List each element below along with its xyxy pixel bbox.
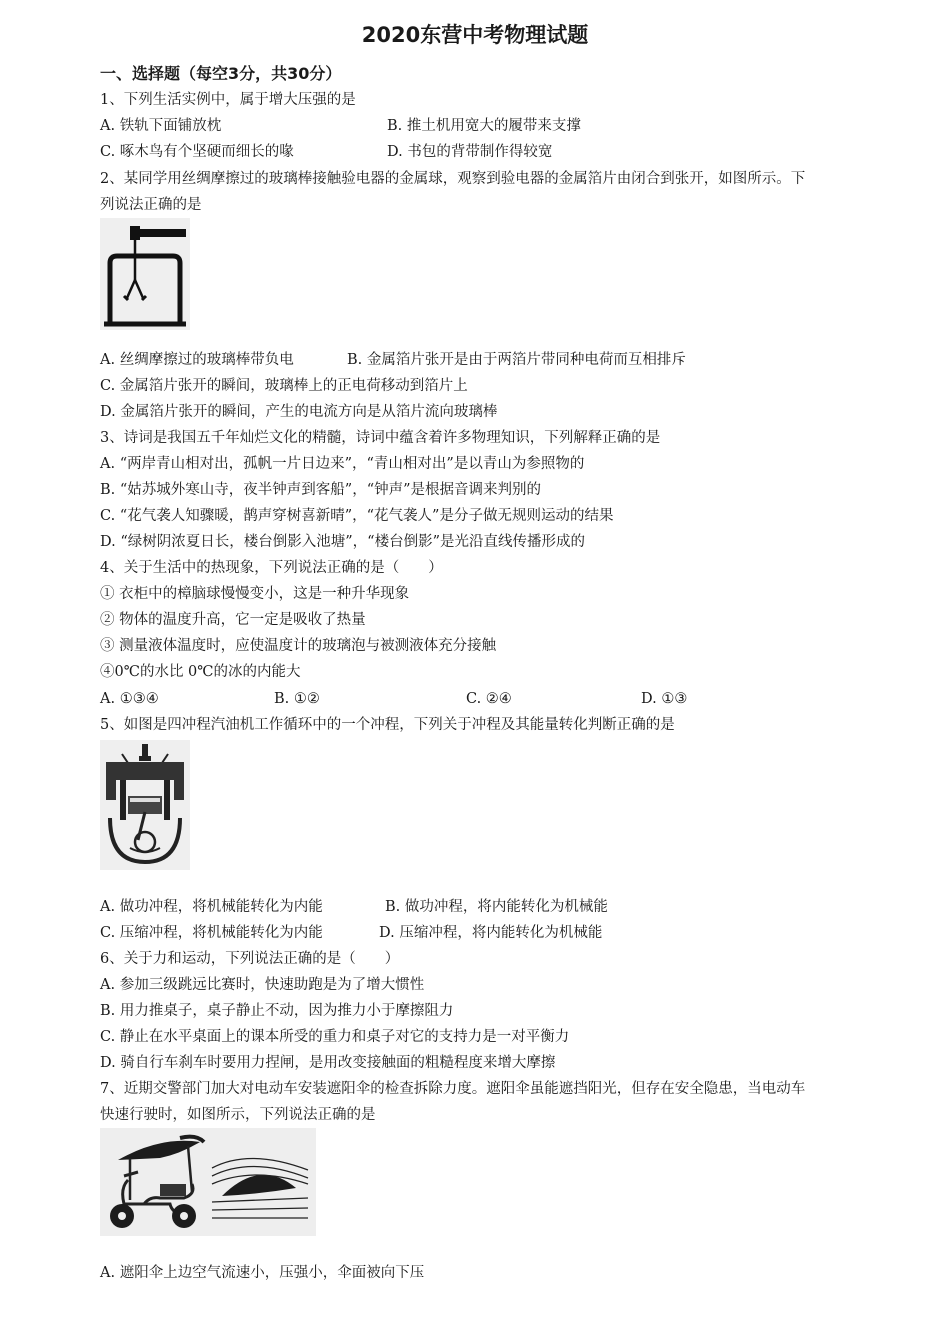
q6-option-c: C. 静止在水平桌面上的课本所受的重力和桌子对它的支持力是一对平衡力 — [100, 1029, 570, 1045]
q4-statement-1: ① 衣柜中的樟脑球慢慢变小，这是一种升华现象 — [100, 586, 410, 602]
q7-stem-line2: 快速行驶时，如图所示，下列说法正确的是 — [100, 1107, 376, 1123]
electroscope-figure — [100, 218, 190, 330]
page-title: 2020东营中考物理试题 — [361, 23, 589, 47]
q6-option-a: A. 参加三级跳远比赛时，快速助跑是为了增大惯性 — [100, 977, 425, 993]
q2-stem-line1: 2、某同学用丝绸摩擦过的玻璃棒接触验电器的金属球，观察到验电器的金属箔片由闭合到张开，如图所示。下 — [100, 171, 806, 187]
q2-option-c: C. 金属箔片张开的瞬间，玻璃棒上的正电荷移动到箔片上 — [100, 378, 468, 394]
q1-option-a: A. 铁轨下面铺放枕 — [100, 118, 222, 134]
q4-option-a: A. ①③④ — [100, 691, 159, 707]
q1-stem: 1、下列生活实例中，属于增大压强的是 — [100, 92, 356, 108]
q3-option-d: D. “绿树阴浓夏日长，楼台倒影入池塘”，“楼台倒影”是光沿直线传播形成的 — [100, 534, 585, 550]
q3-stem: 3、诗词是我国五千年灿烂文化的精髓，诗词中蕴含着许多物理知识，下列解释正确的是 — [100, 430, 661, 446]
q6-stem: 6、关于力和运动，下列说法正确的是（ ） — [100, 951, 400, 967]
q4-option-c: C. ②④ — [466, 691, 512, 707]
q5-stem: 5、如图是四冲程汽油机工作循环中的一个冲程，下列关于冲程及其能量转化判断正确的是 — [100, 717, 675, 733]
q7-stem-line1: 7、近期交警部门加大对电动车安装遮阳伞的检查拆除力度。遮阳伞虽能遮挡阳光，但存在安全隐患，当电动车 — [100, 1081, 806, 1097]
q1-option-b: B. 推土机用宽大的履带来支撑 — [387, 118, 581, 134]
q4-statement-4: ④0℃的水比 0℃的冰的内能大 — [100, 664, 301, 680]
q4-statement-2: ② 物体的温度升高，它一定是吸收了热量 — [100, 612, 366, 628]
q2-stem-line2: 列说法正确的是 — [100, 197, 202, 213]
section-heading: 一、选择题（每空3分，共30分） — [100, 64, 342, 83]
q1-option-d: D. 书包的背带制作得较宽 — [387, 144, 553, 160]
q6-option-b: B. 用力推桌子，桌子静止不动，因为推力小于摩擦阻力 — [100, 1003, 454, 1019]
q6-option-d: D. 骑自行车刹车时要用力捏闸，是用改变接触面的粗糙程度来增大摩擦 — [100, 1055, 556, 1071]
q4-option-d: D. ①③ — [641, 691, 688, 707]
scooter-umbrella-figure — [100, 1128, 316, 1236]
q4-option-b: B. ①② — [274, 691, 320, 707]
q5-option-a: A. 做功冲程，将机械能转化为内能 — [100, 899, 323, 915]
q4-statement-3: ③ 测量液体温度时，应使温度计的玻璃泡与被测液体充分接触 — [100, 638, 497, 654]
q3-option-b: B. “姑苏城外寒山寺，夜半钟声到客船”，“钟声”是根据音调来判别的 — [100, 482, 542, 498]
engine-figure — [100, 740, 190, 870]
q2-option-d: D. 金属箔片张开的瞬间，产生的电流方向是从箔片流向玻璃棒 — [100, 404, 498, 420]
q3-option-a: A. “两岸青山相对出，孤帆一片日边来”，“青山相对出”是以青山为参照物的 — [100, 456, 585, 472]
q3-option-c: C. “花气袭人知骤暖，鹊声穿树喜新晴”，“花气袭人”是分子做无规则运动的结果 — [100, 508, 614, 524]
q4-stem: 4、关于生活中的热现象，下列说法正确的是（ ） — [100, 560, 443, 576]
q5-option-b: B. 做功冲程，将内能转化为机械能 — [385, 899, 608, 915]
q2-option-b: B. 金属箔片张开是由于两箔片带同种电荷而互相排斥 — [347, 352, 686, 368]
q7-option-a: A. 遮阳伞上边空气流速小，压强小，伞面被向下压 — [100, 1265, 425, 1281]
q5-option-c: C. 压缩冲程，将机械能转化为内能 — [100, 925, 323, 941]
q1-option-c: C. 啄木鸟有个坚硬而细长的喙 — [100, 144, 294, 160]
q2-option-a: A. 丝绸摩擦过的玻璃棒带负电 — [100, 352, 294, 368]
q5-option-d: D. 压缩冲程，将内能转化为机械能 — [379, 925, 603, 941]
